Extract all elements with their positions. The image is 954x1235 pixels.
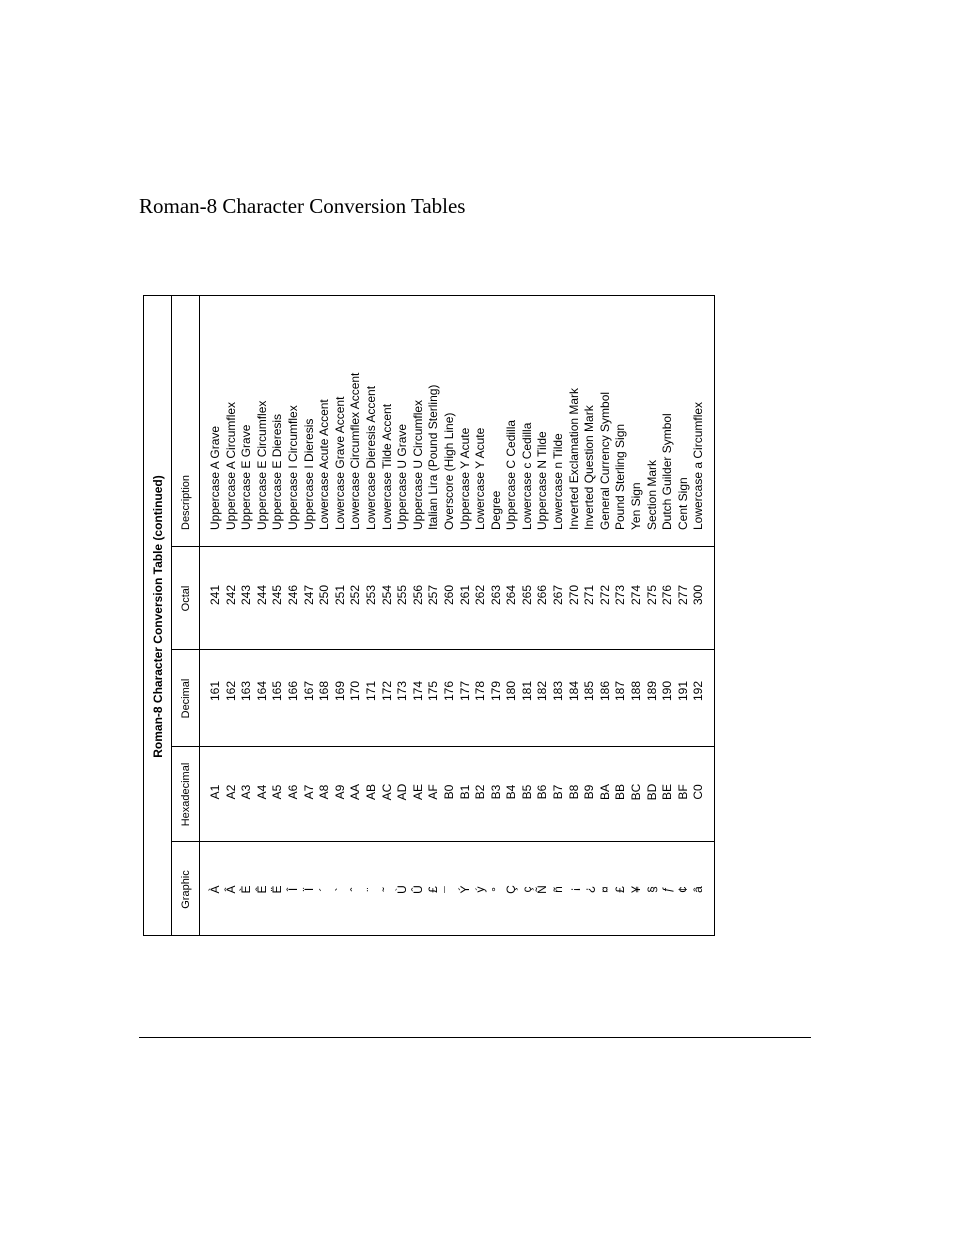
- cell-octal: 263: [488, 584, 503, 606]
- cell-decimal: 189: [644, 680, 659, 702]
- cell-description: Uppercase A Grave: [208, 425, 222, 530]
- cell-decimal: 187: [613, 680, 628, 702]
- cell-graphic: Ê: [254, 885, 269, 894]
- cell-graphic: ¿: [582, 885, 597, 894]
- cell-decimal: 171: [363, 680, 378, 702]
- cell-graphic: ñ: [551, 886, 566, 893]
- cell-hexadecimal: B5: [519, 784, 534, 800]
- table-row: [348, 296, 364, 936]
- cell-description: Section Mark: [644, 459, 659, 530]
- cell-graphic: Ç: [504, 885, 519, 894]
- cell-decimal: 167: [301, 680, 316, 702]
- cell-decimal: 192: [691, 680, 706, 702]
- cell-decimal: 163: [239, 680, 254, 702]
- conversion-table: [143, 295, 715, 936]
- cell-description: Uppercase E Dieresis: [270, 413, 285, 530]
- cell-octal: 255: [395, 584, 410, 606]
- cell-octal: 242: [223, 584, 238, 606]
- cell-graphic: °: [488, 887, 503, 892]
- cell-hexadecimal: A8: [317, 784, 332, 800]
- cell-hexadecimal: A2: [223, 784, 238, 800]
- cell-octal: 241: [208, 584, 222, 606]
- header-decimal: Decimal: [180, 678, 192, 719]
- cell-description: Lowercase Dieresis Accent: [363, 385, 378, 530]
- cell-description: Uppercase Y Acute: [457, 427, 472, 530]
- table-row: [364, 296, 380, 936]
- cell-graphic: Ï: [301, 887, 316, 892]
- cell-graphic: ¥: [629, 886, 644, 893]
- table-row: [691, 296, 707, 936]
- cell-description: Uppercase N Tilde: [535, 431, 550, 530]
- cell-octal: 257: [426, 584, 441, 606]
- cell-octal: 243: [239, 584, 254, 606]
- cell-decimal: 191: [675, 680, 690, 702]
- cell-description: Lowercase Circumflex Accent: [348, 372, 363, 530]
- cell-hexadecimal: A9: [332, 784, 347, 800]
- cell-hexadecimal: B9: [582, 784, 597, 800]
- cell-octal: 277: [675, 584, 690, 606]
- cell-decimal: 179: [488, 680, 503, 702]
- table-row: [535, 296, 551, 936]
- cell-octal: 260: [441, 584, 456, 606]
- cell-decimal: 180: [504, 680, 519, 702]
- cell-description: Inverted Question Mark: [582, 405, 597, 530]
- cell-description: Cent Sign: [675, 477, 690, 530]
- table-row: [333, 296, 349, 936]
- cell-description: Degree: [488, 490, 503, 530]
- cell-hexadecimal: AA: [348, 784, 363, 801]
- cell-octal: 245: [270, 584, 285, 606]
- cell-octal: 253: [363, 584, 378, 606]
- table-row: [489, 296, 505, 936]
- table-row: [660, 296, 676, 936]
- cell-description: Uppercase E Grave: [239, 424, 254, 530]
- cell-decimal: 162: [223, 680, 238, 702]
- table-row: [255, 296, 271, 936]
- table-row: [582, 296, 598, 936]
- cell-hexadecimal: BC: [629, 783, 644, 801]
- cell-decimal: 188: [629, 680, 644, 702]
- cell-graphic: Ñ: [535, 885, 550, 894]
- cell-description: Yen Sign: [629, 482, 644, 530]
- cell-octal: 247: [301, 584, 316, 606]
- cell-hexadecimal: AB: [363, 784, 378, 801]
- header-description: Description: [180, 474, 192, 530]
- cell-octal: 266: [535, 584, 550, 606]
- table-body: [208, 296, 707, 936]
- cell-description: Lowercase n Tilde: [551, 433, 566, 530]
- cell-description: Uppercase A Circumflex: [223, 401, 238, 530]
- cell-hexadecimal: BE: [660, 784, 675, 801]
- cell-octal: 265: [519, 584, 534, 606]
- cell-hexadecimal: A1: [208, 784, 222, 800]
- cell-decimal: 174: [410, 680, 425, 702]
- cell-description: Lowercase Tilde Accent: [379, 403, 394, 530]
- cell-decimal: 169: [332, 680, 347, 702]
- cell-hexadecimal: A3: [239, 784, 254, 800]
- table-row: [613, 296, 629, 936]
- cell-graphic: ¢: [675, 886, 690, 893]
- cell-graphic: ¡: [566, 887, 581, 892]
- cell-decimal: 172: [379, 680, 394, 702]
- cell-graphic: Ë: [270, 885, 285, 894]
- cell-octal: 276: [660, 584, 675, 606]
- cell-decimal: 168: [317, 680, 332, 702]
- cell-description: Inverted Exclamation Mark: [566, 387, 581, 530]
- cell-graphic: ¨: [363, 887, 378, 892]
- cell-graphic: À: [208, 885, 222, 894]
- table-header-row: [172, 296, 200, 936]
- cell-decimal: 173: [395, 680, 410, 702]
- table-row: [239, 296, 255, 936]
- cell-description: Overscore (High Line): [441, 412, 456, 530]
- cell-hexadecimal: A4: [254, 784, 269, 800]
- table-row: [395, 296, 411, 936]
- table-row: [629, 296, 645, 936]
- cell-octal: 254: [379, 584, 394, 606]
- cell-decimal: 184: [566, 680, 581, 702]
- cell-graphic: ý: [473, 886, 488, 893]
- cell-hexadecimal: AF: [426, 784, 441, 800]
- cell-graphic: ƒ: [660, 886, 675, 893]
- cell-decimal: 170: [348, 680, 363, 702]
- cell-hexadecimal: B0: [441, 784, 456, 800]
- cell-graphic: ¯: [441, 886, 456, 893]
- table-row: [302, 296, 318, 936]
- cell-octal: 267: [551, 584, 566, 606]
- cell-graphic: â: [691, 886, 706, 893]
- cell-hexadecimal: AC: [379, 783, 394, 801]
- cell-decimal: 178: [473, 680, 488, 702]
- cell-description: Uppercase U Circumflex: [410, 399, 425, 530]
- cell-hexadecimal: AE: [410, 784, 425, 801]
- cell-description: Uppercase I Circumflex: [285, 405, 300, 530]
- cell-graphic: È: [239, 885, 254, 894]
- cell-description: Lowercase Y Acute: [473, 427, 488, 530]
- table-row: [567, 296, 583, 936]
- table-row: [458, 296, 474, 936]
- table-row: [504, 296, 520, 936]
- cell-graphic: £: [613, 886, 628, 893]
- cell-hexadecimal: B3: [488, 784, 503, 800]
- cell-graphic: §: [644, 886, 659, 893]
- rotated-table-content: [144, 296, 715, 936]
- cell-description: Italian Lira (Pound Sterling): [426, 384, 441, 530]
- cell-description: Uppercase E Circumflex: [254, 400, 269, 530]
- cell-decimal: 183: [551, 680, 566, 702]
- cell-description: Lowercase c Cedilla: [519, 422, 534, 530]
- cell-graphic: £: [426, 886, 441, 893]
- cell-description: Dutch Guilder Symbol: [660, 413, 675, 530]
- cell-octal: 244: [254, 584, 269, 606]
- cell-graphic: Â: [223, 885, 238, 894]
- cell-octal: 261: [457, 584, 472, 606]
- cell-description: Lowercase a Circumflex: [691, 401, 706, 530]
- cell-octal: 250: [317, 584, 332, 606]
- cell-octal: 262: [473, 584, 488, 606]
- cell-octal: 251: [332, 584, 347, 606]
- table-row: [317, 296, 333, 936]
- cell-decimal: 190: [660, 680, 675, 702]
- table-row: [551, 296, 567, 936]
- cell-hexadecimal: B6: [535, 784, 550, 800]
- cell-decimal: 177: [457, 680, 472, 702]
- cell-decimal: 181: [519, 680, 534, 702]
- cell-octal: 273: [613, 584, 628, 606]
- table-row: [411, 296, 427, 936]
- page-heading: Roman-8 Character Conversion Tables: [139, 194, 466, 218]
- header-hexadecimal: Hexadecimal: [180, 762, 192, 827]
- cell-octal: 275: [644, 584, 659, 606]
- table-row: [598, 296, 614, 936]
- cell-hexadecimal: BF: [675, 784, 690, 800]
- cell-octal: 300: [691, 584, 706, 606]
- cell-octal: 256: [410, 584, 425, 606]
- cell-graphic: Ù: [395, 885, 410, 894]
- table-row: [224, 296, 240, 936]
- table-row: [473, 296, 489, 936]
- cell-decimal: 175: [426, 680, 441, 702]
- cell-decimal: 185: [582, 680, 597, 702]
- cell-hexadecimal: BD: [644, 783, 659, 801]
- cell-graphic: Î: [285, 887, 300, 892]
- cell-hexadecimal: B8: [566, 784, 581, 800]
- cell-hexadecimal: A7: [301, 784, 316, 800]
- cell-hexadecimal: C0: [691, 784, 706, 800]
- cell-hexadecimal: BB: [613, 784, 628, 801]
- cell-decimal: 186: [597, 680, 612, 702]
- cell-hexadecimal: B4: [504, 784, 519, 800]
- table-row: [286, 296, 302, 936]
- cell-description: General Currency Symbol: [597, 391, 612, 530]
- cell-hexadecimal: AD: [395, 783, 410, 801]
- cell-description: Uppercase U Grave: [395, 423, 410, 530]
- cell-description: Uppercase C Cedilla: [504, 419, 519, 530]
- table-row: [676, 296, 692, 936]
- cell-description: Lowercase Acute Accent: [317, 399, 332, 530]
- cell-hexadecimal: B1: [457, 784, 472, 800]
- table-row: [380, 296, 396, 936]
- cell-octal: 271: [582, 584, 597, 606]
- cell-graphic: `: [332, 887, 347, 892]
- cell-graphic: ¤: [597, 886, 612, 893]
- table-row: [645, 296, 661, 936]
- cell-octal: 272: [597, 584, 612, 606]
- cell-description: Pound Sterling Sign: [613, 423, 628, 530]
- cell-decimal: 165: [270, 680, 285, 702]
- cell-octal: 264: [504, 584, 519, 606]
- cell-decimal: 166: [285, 680, 300, 702]
- cell-graphic: Û: [410, 885, 425, 894]
- table-row: [270, 296, 286, 936]
- footer-rule: [139, 1037, 811, 1038]
- table-title: Roman-8 Character Conversion Table (continued): [144, 296, 172, 936]
- cell-decimal: 182: [535, 680, 550, 702]
- cell-hexadecimal: B2: [473, 784, 488, 800]
- cell-graphic: ˜: [379, 887, 394, 892]
- cell-hexadecimal: B7: [551, 784, 566, 800]
- cell-decimal: 164: [254, 680, 269, 702]
- cell-octal: 246: [285, 584, 300, 606]
- cell-octal: 252: [348, 584, 363, 606]
- cell-graphic: ´: [317, 887, 332, 892]
- table-row: [208, 296, 224, 936]
- header-octal: Octal: [180, 585, 192, 612]
- cell-octal: 270: [566, 584, 581, 606]
- table-row: [442, 296, 458, 936]
- cell-graphic: Ý: [457, 885, 472, 894]
- header-graphic: Graphic: [180, 870, 192, 909]
- cell-octal: 274: [629, 584, 644, 606]
- cell-description: Lowercase Grave Accent: [332, 396, 347, 530]
- cell-hexadecimal: BA: [597, 784, 612, 801]
- cell-decimal: 161: [208, 680, 222, 702]
- cell-description: Uppercase I Dieresis: [301, 418, 316, 530]
- cell-hexadecimal: A5: [270, 784, 285, 800]
- cell-graphic: ˆ: [348, 887, 363, 892]
- table-row: [520, 296, 536, 936]
- cell-decimal: 176: [441, 680, 456, 702]
- table-row: [426, 296, 442, 936]
- cell-hexadecimal: A6: [285, 784, 300, 800]
- cell-graphic: ç: [519, 886, 534, 893]
